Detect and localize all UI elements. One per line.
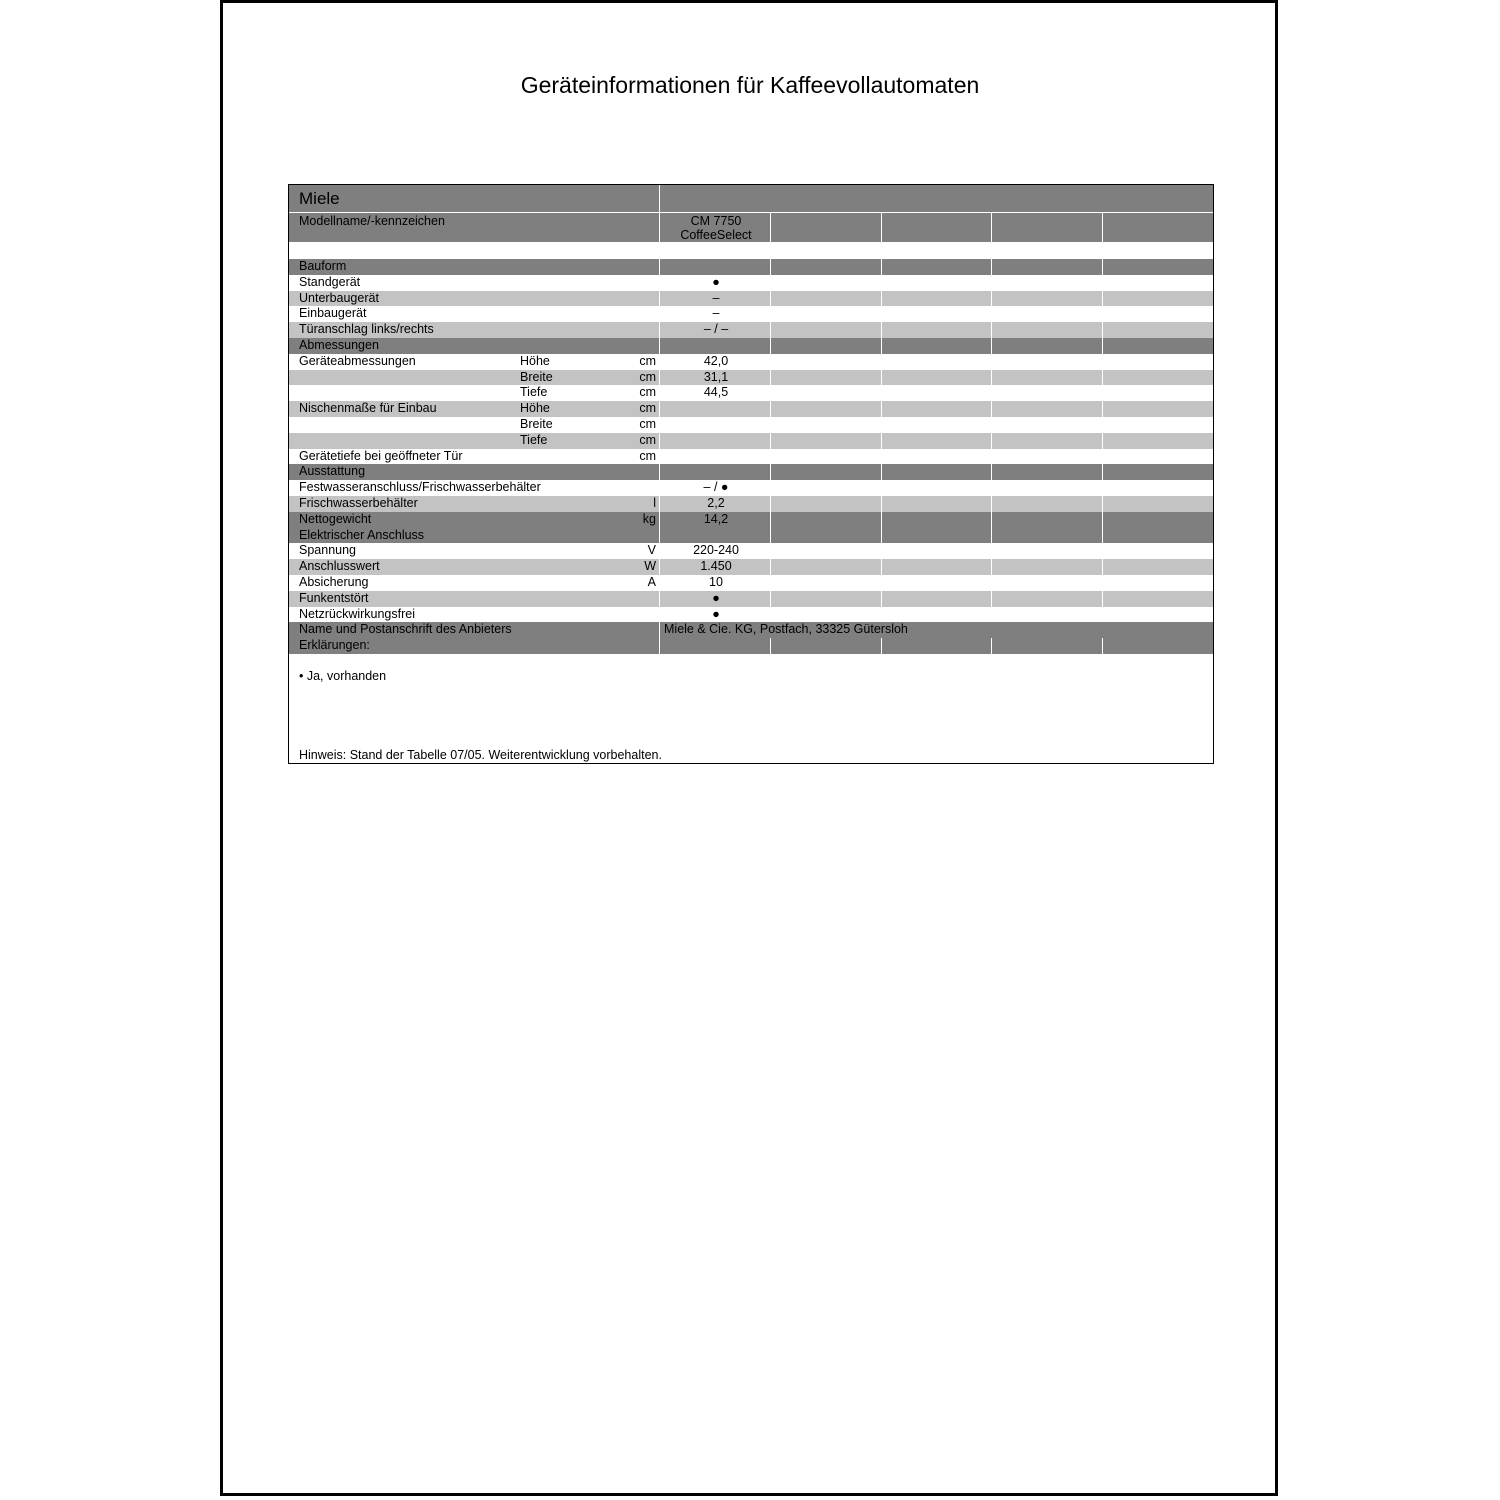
column-divider [659,591,660,607]
row-label: Frischwasserbehälter [299,496,418,510]
row-value [661,338,771,354]
row-unit [629,338,656,354]
column-divider [991,433,992,449]
table-row [289,385,1213,401]
table-row [289,401,1213,417]
table-row [289,306,1213,322]
brand-header-row [289,185,1213,212]
column-divider [770,322,771,338]
row-unit [629,464,656,480]
column-divider [770,464,771,480]
column-divider [1102,259,1103,275]
column-divider [881,401,882,417]
row-unit [629,291,656,307]
row-unit: l [653,496,656,510]
model-label: Modellname/-kennzeichen [299,214,445,228]
row-label: Anschlusswert [299,559,380,574]
column-divider [991,370,992,386]
column-divider [991,322,992,338]
column-divider [1102,464,1103,480]
column-divider [770,401,771,417]
column-divider [659,528,660,544]
row-unit [629,480,656,496]
table-row [289,417,1213,433]
row-value [661,449,771,465]
brand-name: Miele [299,189,340,208]
row-unit: cm [639,369,656,384]
row-value: 42,0 [703,353,729,368]
column-divider [659,622,660,638]
column-divider [659,370,660,386]
row-label: Absicherung [299,575,369,589]
column-divider [881,528,882,544]
row-unit [629,275,656,291]
column-divider [770,213,771,242]
column-divider [770,433,771,449]
row-value: 10 [709,575,723,589]
table-row [289,370,1213,386]
column-divider [770,338,771,354]
column-divider [1102,213,1103,242]
column-divider [770,638,771,654]
column-divider [991,512,992,528]
row-label: Nettogewicht [299,511,372,526]
row-label: Geräteabmessungen [299,353,416,368]
row-value [661,528,771,544]
table-row [289,528,1213,544]
table-row [289,449,1213,465]
row-sublabel: Höhe [520,353,550,368]
column-divider [881,291,882,307]
row-unit [629,607,656,623]
column-divider [1102,496,1103,512]
table-row [289,433,1213,449]
column-divider [659,322,660,338]
column-divider [881,512,882,528]
row-value [661,433,771,449]
table-row [289,512,1213,528]
row-label: Erklärungen: [299,638,370,653]
row-value: 44,5 [703,385,729,400]
row-sublabel: Breite [520,369,553,384]
row-label: Standgerät [299,274,361,289]
column-divider [881,638,882,654]
column-divider [991,559,992,575]
column-divider [881,370,882,386]
row-sublabel: Breite [520,417,553,431]
column-divider [1102,401,1103,417]
column-divider [659,213,660,242]
table-row [289,591,1213,607]
row-unit [629,259,656,275]
row-label: Netzrückwirkungsfrei [299,606,416,621]
column-divider [991,291,992,307]
column-divider [991,464,992,480]
row-value: ● [712,274,720,289]
row-value [661,638,771,654]
column-divider [881,433,882,449]
model-value [661,214,771,243]
column-divider [659,512,660,528]
column-divider [770,528,771,544]
device-info-table [288,184,1214,764]
table-row [289,543,1213,559]
row-label: Bauform [299,259,347,273]
table-row [289,354,1213,370]
column-divider [659,464,660,480]
row-label: Gerätetiefe bei geöffneter Tür [299,448,463,463]
table-row [289,559,1213,575]
column-divider [881,259,882,275]
table-row [289,575,1213,591]
table-row [289,607,1213,623]
column-divider [1102,338,1103,354]
column-divider [1102,512,1103,528]
row-value: 14,2 [703,511,729,526]
column-divider [659,559,660,575]
row-unit [629,638,656,654]
table-row [289,259,1213,275]
page-title: Geräteinformationen für Kaffeevollautomaten [520,72,980,98]
row-sublabel: Tiefe [520,432,548,447]
column-divider [991,338,992,354]
column-divider [770,259,771,275]
column-divider [659,291,660,307]
row-label: Festwasseranschluss/Frischwasserbehälter [299,480,541,495]
column-divider [770,370,771,386]
row-unit: cm [639,353,656,368]
row-unit: A [647,575,656,589]
row-label: Elektrischer Anschluss [299,527,425,542]
table-row [289,322,1213,338]
row-unit: cm [639,385,656,400]
row-value: – [712,290,720,305]
column-divider [659,338,660,354]
column-divider [991,213,992,242]
row-label: Unterbaugerät [299,290,379,305]
row-unit [629,622,656,638]
row-value: – / ● [703,480,729,495]
column-divider [1102,433,1103,449]
hint-note: Hinweis: Stand der Tabelle 07/05. Weiterentwicklung vorbehalten. [299,748,662,762]
row-unit [629,528,656,544]
table-row [289,622,1213,638]
row-label: Ausstattung [299,464,366,479]
column-divider [881,338,882,354]
row-value: 2,2 [707,496,725,510]
model-variant: CoffeeSelect [680,228,752,242]
column-divider [991,638,992,654]
row-value: 31,1 [703,369,729,384]
column-divider [991,401,992,417]
row-value [661,464,771,480]
row-value: ● [712,606,720,621]
row-label: Türanschlag links/rechts [299,322,434,337]
row-label: Einbaugerät [299,306,367,321]
column-divider [991,259,992,275]
row-unit [629,322,656,338]
row-unit [629,591,656,607]
table-row [289,480,1213,496]
column-divider [659,259,660,275]
column-divider [770,559,771,575]
column-divider [881,591,882,607]
row-unit: V [647,543,656,558]
table-row [289,496,1213,512]
column-divider [1102,591,1103,607]
column-divider [1102,322,1103,338]
column-divider [770,291,771,307]
row-unit: cm [639,401,656,416]
row-label: Funkentstört [299,590,369,605]
row-value: 1.450 [700,559,732,574]
row-sublabel: Höhe [520,401,550,416]
column-divider [1102,291,1103,307]
column-divider [659,433,660,449]
row-value [661,259,771,275]
table-row [289,638,1213,654]
column-divider [770,591,771,607]
column-divider [991,591,992,607]
model-row [289,213,1213,242]
column-divider [770,512,771,528]
row-unit: cm [639,417,656,431]
table-row [289,291,1213,307]
row-label: Abmessungen [299,338,379,352]
column-divider [659,185,660,212]
row-value: – / – [703,322,729,337]
table-row [289,338,1213,354]
column-divider [659,401,660,417]
row-value: 220-240 [693,543,739,558]
supplier-address: Miele & Cie. KG, Postfach, 33325 Gütersloh [664,622,908,637]
row-sublabel: Tiefe [520,385,548,400]
column-divider [659,638,660,654]
row-unit: cm [639,448,656,463]
table-row [289,275,1213,291]
column-divider [991,528,992,544]
row-label: Name und Postanschrift des Anbieters [299,622,512,637]
column-divider [881,213,882,242]
column-divider [991,496,992,512]
column-divider [881,496,882,512]
column-divider [881,559,882,575]
column-divider [659,496,660,512]
model-name: CM 7750 [690,214,742,228]
column-divider [1102,638,1103,654]
row-unit [629,306,656,322]
row-value [661,401,771,417]
table-row [289,464,1213,480]
column-divider [770,496,771,512]
row-unit: W [644,559,656,574]
row-label: Nischenmaße für Einbau [299,401,437,416]
column-divider [881,322,882,338]
row-label: Spannung [299,543,357,558]
row-value: – [712,306,720,321]
legend-note: • Ja, vorhanden [299,669,387,683]
row-value [661,417,771,433]
column-divider [1102,559,1103,575]
column-divider [881,464,882,480]
row-value: ● [712,590,720,605]
column-divider [1102,370,1103,386]
row-unit: kg [642,511,656,526]
row-unit: cm [639,432,656,447]
column-divider [1102,528,1103,544]
